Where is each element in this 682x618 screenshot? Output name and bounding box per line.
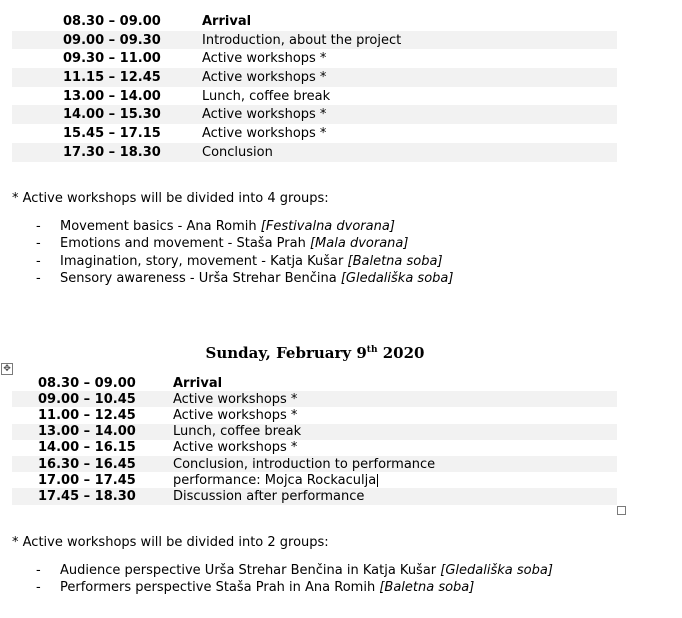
schedule-row xyxy=(12,407,617,423)
schedule-activity xyxy=(202,70,617,85)
schedule-row xyxy=(12,105,617,124)
list-item-room: [Gledališka soba] xyxy=(440,563,553,578)
workshop-groups-note: * Active workshops will be divided into 4 groups: xyxy=(12,191,329,206)
schedule-activity xyxy=(173,489,617,504)
schedule-row xyxy=(12,375,617,391)
list-item xyxy=(36,579,553,596)
schedule-activity-text: Discussion after performance xyxy=(173,488,365,504)
schedule-row xyxy=(12,440,617,456)
workshop-groups-list xyxy=(36,218,453,287)
move-arrows-icon[interactable]: ✥ xyxy=(1,363,13,375)
list-bullet: - xyxy=(36,253,41,269)
schedule-activity xyxy=(173,376,617,391)
schedule-row xyxy=(12,31,617,50)
schedule-activity xyxy=(202,33,617,48)
schedule-activity xyxy=(202,126,617,141)
schedule-activity-text: Active workshops * xyxy=(202,125,327,141)
list-bullet: - xyxy=(36,270,41,286)
schedule-row xyxy=(12,424,617,440)
heading-main: Sunday, February 9 xyxy=(205,344,367,362)
schedule-row xyxy=(12,124,617,143)
schedule-row xyxy=(12,12,617,31)
schedule-activity xyxy=(173,424,617,439)
schedule-time: 17.30 – 18.30 xyxy=(63,144,161,160)
list-bullet: - xyxy=(36,563,41,578)
workshop-groups-note: * Active workshops will be divided into 2 groups: xyxy=(12,535,329,550)
list-item-text: Sensory awareness - Urša Strehar Benčina xyxy=(60,270,341,286)
schedule-time: 09.00 – 09.30 xyxy=(63,32,161,48)
schedule-row xyxy=(12,143,617,162)
list-item-room: [Mala dvorana] xyxy=(309,236,409,252)
schedule-activity xyxy=(173,473,617,488)
text-cursor xyxy=(377,474,378,487)
schedule-row xyxy=(12,391,617,407)
schedule-row xyxy=(12,488,617,504)
schedule-row xyxy=(12,456,617,472)
list-item xyxy=(36,253,453,270)
list-item-text: Emotions and movement - Staša Prah xyxy=(60,236,310,252)
schedule-activity-text: Lunch, coffee break xyxy=(173,424,302,440)
schedule-activity-text: Active workshops * xyxy=(202,107,327,123)
heading-year: 2020 xyxy=(377,344,425,362)
list-item xyxy=(36,270,453,287)
schedule-time: 16.30 – 16.45 xyxy=(38,456,136,472)
schedule-time: 13.00 – 14.00 xyxy=(63,88,161,104)
workshop-groups-list xyxy=(36,562,553,597)
list-bullet: - xyxy=(36,236,41,252)
list-item-room: [Festivalna dvorana] xyxy=(260,219,395,234)
schedule-time: 13.00 – 14.00 xyxy=(38,424,136,440)
schedule-activity-text: Lunch, coffee break xyxy=(202,88,331,104)
schedule-activity xyxy=(202,89,617,104)
schedule-activity xyxy=(173,457,617,472)
schedule-row xyxy=(12,49,617,68)
schedule-activity-text: Conclusion, introduction to performance xyxy=(173,456,436,472)
list-bullet: - xyxy=(36,580,41,596)
list-item-text: Movement basics - Ana Romih xyxy=(60,219,261,234)
list-item xyxy=(36,235,453,252)
schedule-activity xyxy=(202,14,617,29)
schedule-activity-text: performance: Mojca Rockaculja xyxy=(173,472,377,488)
schedule-activity xyxy=(173,408,617,423)
list-item-text: Imagination, story, movement - Katja Kušar xyxy=(60,253,348,269)
table-resize-handle[interactable] xyxy=(617,506,626,515)
list-item-room: [Baletna soba] xyxy=(379,580,475,596)
schedule-time: 09.00 – 10.45 xyxy=(38,391,136,407)
schedule-time: 17.00 – 17.45 xyxy=(38,472,136,488)
schedule-row xyxy=(12,472,617,488)
schedule-time: 17.45 – 18.30 xyxy=(38,488,136,504)
schedule-row xyxy=(12,87,617,106)
list-item-text: Performers perspective Staša Prah in Ana Romih xyxy=(60,580,380,596)
day-heading xyxy=(0,344,630,362)
schedule-activity-text: Active workshops * xyxy=(202,69,327,85)
list-item xyxy=(36,562,553,579)
schedule-activity xyxy=(173,440,617,455)
schedule-activity xyxy=(202,51,617,66)
schedule-time: 08.30 – 09.00 xyxy=(63,13,161,29)
schedule-activity xyxy=(202,107,617,122)
schedule-time: 14.00 – 16.15 xyxy=(38,440,136,456)
schedule-activity-text: Active workshops * xyxy=(173,440,298,456)
schedule-activity xyxy=(202,145,617,160)
schedule-table-day1 xyxy=(12,12,617,162)
schedule-activity-text: Active workshops * xyxy=(173,407,298,423)
list-item xyxy=(36,218,453,235)
schedule-table-day2 xyxy=(12,375,617,505)
schedule-time: 15.45 – 17.15 xyxy=(63,125,161,141)
schedule-activity-text: Active workshops * xyxy=(173,391,298,407)
schedule-time: 11.00 – 12.45 xyxy=(38,407,136,423)
schedule-activity-text: Conclusion xyxy=(202,144,273,160)
schedule-time: 14.00 – 15.30 xyxy=(63,107,161,123)
list-item-room: [Baletna soba] xyxy=(347,253,443,269)
schedule-time: 09.30 – 11.00 xyxy=(63,51,161,67)
list-item-room: [Gledališka soba] xyxy=(340,270,454,286)
schedule-time: 08.30 – 09.00 xyxy=(38,375,136,391)
schedule-row xyxy=(12,68,617,87)
schedule-activity-text: Arrival xyxy=(173,375,223,391)
schedule-activity-text: Active workshops * xyxy=(202,51,327,67)
schedule-time: 11.15 – 12.45 xyxy=(63,69,161,85)
schedule-activity-text: Arrival xyxy=(202,13,252,29)
heading-superscript: th xyxy=(366,345,378,355)
schedule-activity-text: Introduction, about the project xyxy=(202,32,402,48)
schedule-activity xyxy=(173,392,617,407)
list-bullet: - xyxy=(36,219,41,234)
list-item-text: Audience perspective Urša Strehar Benčina in Katja Kušar xyxy=(60,563,441,578)
